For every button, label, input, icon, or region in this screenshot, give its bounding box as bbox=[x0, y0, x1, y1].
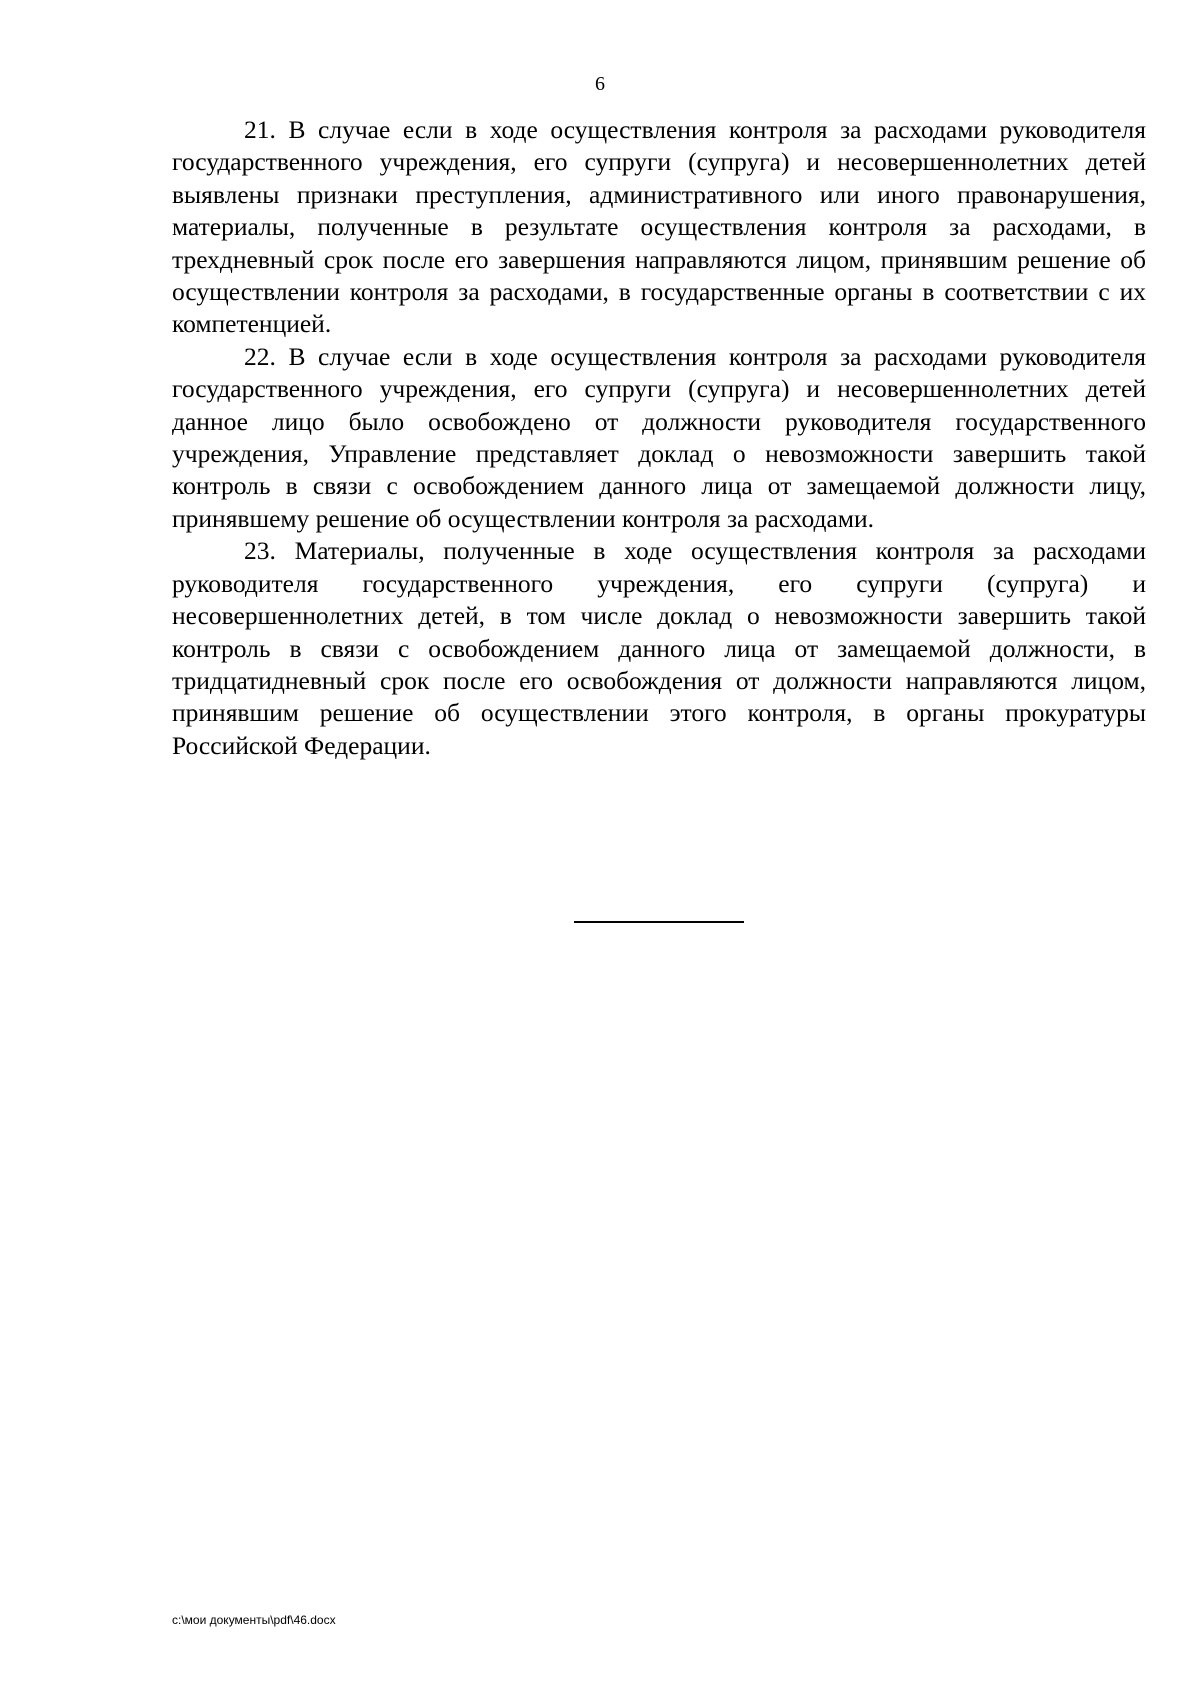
paragraph-21: 21. В случае если в ходе осуществления контроля за расходами руководителя государственного учреждения, его супруги (супруга) и несовершеннолетних детей выявлены признаки преступления, административного или иного правонарушения, материалы, полученные в результате осуществления контроля за расходами, в трехдневный срок после его завершения направляются лицом, принявшим решение об осуществлении контроля за расходами, в государственные органы в соответствии с их компетенцией. bbox=[172, 115, 1146, 339]
footer-file-path: c:\мои документы\pdf\46.docx bbox=[172, 1613, 336, 1627]
document-body bbox=[172, 114, 1146, 762]
paragraph-22: 22. В случае если в ходе осуществления контроля за расходами руководителя государственного учреждения, его супруги (супруга) и несовершеннолетних детей данное лицо было освобождено от должности руководителя государственного учреждения, Управление представляет доклад о невозможности завершить такой контроль в связи с освобождением данного лица от замещаемой должности лицу, принявшему решение об осуществлении контроля за расходами. bbox=[172, 341, 1146, 533]
page-number: 6 bbox=[595, 73, 605, 95]
paragraph-23: 23. Материалы, полученные в ходе осуществления контроля за расходами руководителя государственного учреждения, его супруги (супруга) и несовершеннолетних детей, в том числе доклад о невозможности завершить такой контроль в связи с освобождением данного лица от замещаемой должности, в тридцатидневный срок после его освобождения от должности направляются лицом, принявшим решение об осуществлении этого контроля, в органы прокуратуры Российской Федерации. bbox=[172, 536, 1146, 760]
end-separator-line bbox=[574, 921, 744, 923]
